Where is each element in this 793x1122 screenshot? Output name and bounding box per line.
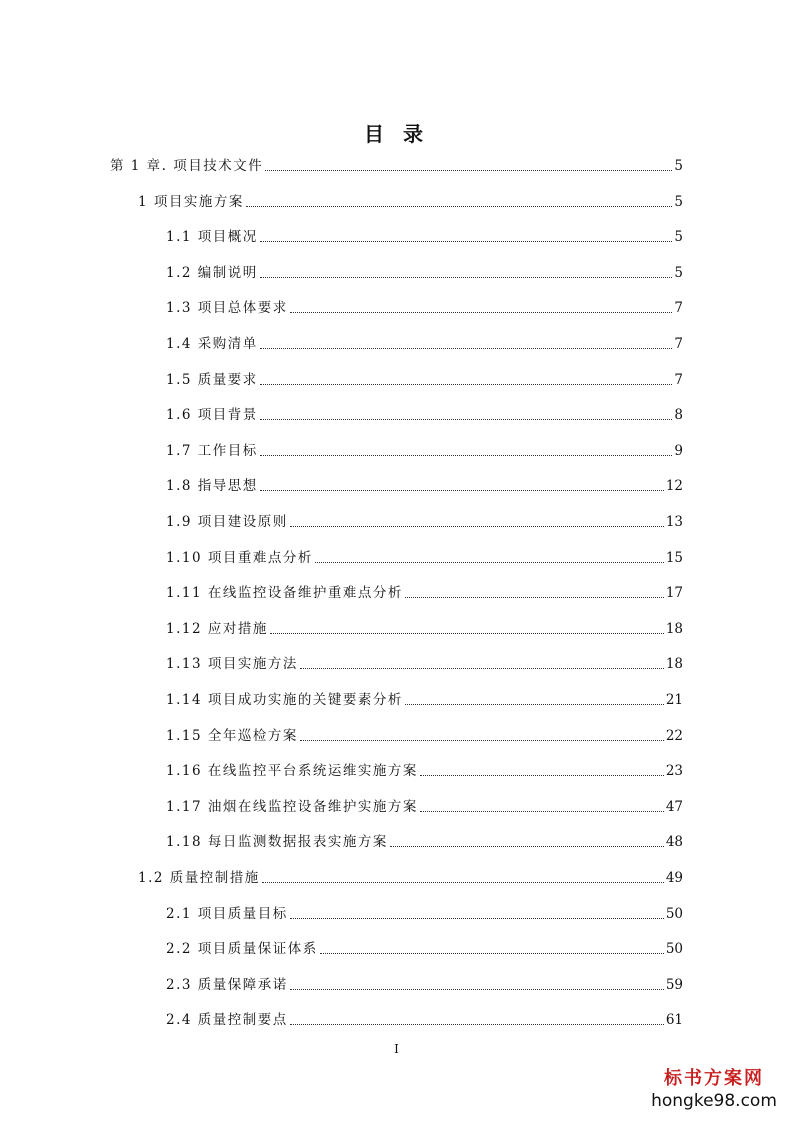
toc-entry-page: 59	[665, 976, 683, 993]
toc-entry-label: 第 1 章. 项目技术文件	[110, 158, 264, 174]
toc-entry-page: 13	[665, 514, 683, 530]
toc-entry-label: 1.15 全年巡检方案	[166, 727, 298, 744]
toc-entry-label: 1.5 质量要求	[166, 371, 258, 388]
toc-leader-dots	[260, 241, 673, 242]
toc-entry[interactable]	[166, 227, 683, 247]
toc-entry-label: 1.8 指导思想	[166, 478, 258, 495]
toc-leader-dots	[246, 206, 673, 207]
toc-entry-label: 2.1 项目质量目标	[166, 905, 288, 922]
toc-entry-label: 1.1 项目概况	[166, 229, 258, 246]
toc-entry-label: 1 项目实施方案	[138, 193, 244, 210]
toc-entry[interactable]	[166, 654, 683, 674]
toc-entry[interactable]	[166, 476, 683, 496]
toc-leader-dots	[290, 1024, 664, 1025]
toc-entry-page: 18	[665, 620, 683, 637]
toc-entry-label: 1.9 项目建设原则	[166, 514, 288, 530]
toc-entry[interactable]	[166, 939, 683, 959]
toc-entry[interactable]	[166, 334, 683, 354]
toc-leader-dots	[290, 918, 664, 919]
toc-leader-dots	[390, 846, 664, 847]
toc-entry-label: 2.2 项目质量保证体系	[166, 941, 318, 958]
toc-entry-page: 61	[665, 1012, 683, 1029]
toc-entry-page: 21	[665, 692, 683, 708]
toc-entry-page: 8	[674, 407, 683, 424]
toc-entry-label: 1.6 项目背景	[166, 407, 258, 424]
toc-entry-label: 1.12 应对措施	[166, 620, 268, 637]
toc-leader-dots	[320, 953, 664, 954]
toc-entry-page: 18	[665, 656, 683, 673]
toc-entry[interactable]	[166, 832, 683, 852]
toc-entry-page: 15	[665, 549, 683, 566]
toc-leader-dots	[420, 775, 664, 776]
toc-entry-label: 1.3 项目总体要求	[166, 300, 288, 317]
toc-entry-page: 5	[674, 229, 683, 246]
toc-leader-dots	[290, 312, 673, 313]
toc-entry-page: 23	[665, 763, 683, 780]
toc-entry-label: 1.2 编制说明	[166, 264, 258, 281]
toc-leader-dots	[405, 704, 664, 705]
toc-entry-label: 1.13 项目实施方法	[166, 656, 298, 673]
toc-entry[interactable]	[166, 263, 683, 283]
toc-entry-page: 50	[665, 905, 683, 922]
toc-entry-label: 2.3 质量保障承诺	[166, 976, 288, 993]
toc-leader-dots	[260, 419, 673, 420]
toc-entry-page: 17	[665, 585, 683, 602]
toc-entry[interactable]	[166, 619, 683, 639]
toc-entry-page: 48	[665, 834, 683, 851]
toc-entry[interactable]	[166, 690, 683, 710]
toc-leader-dots	[405, 597, 664, 598]
toc-entry[interactable]	[166, 975, 683, 995]
toc-entry[interactable]	[138, 192, 683, 212]
toc-entry[interactable]	[166, 405, 683, 425]
toc-leader-dots	[260, 348, 673, 349]
watermark-name: 标书方案网	[664, 1068, 764, 1089]
toc-entry-page: 5	[674, 158, 683, 174]
toc-entry-page: 7	[674, 300, 683, 317]
toc-entry[interactable]	[166, 797, 683, 817]
toc-entry-page: 22	[665, 727, 683, 744]
toc-entry-label: 1.10 项目重难点分析	[166, 549, 313, 566]
toc-entry-page: 5	[674, 193, 683, 210]
toc-leader-dots	[262, 882, 664, 883]
watermark-logo	[649, 1068, 779, 1112]
page-number: I	[394, 1042, 399, 1056]
toc-entry-label: 1.17 油烟在线监控设备维护实施方案	[166, 798, 418, 815]
toc-leader-dots	[420, 811, 664, 812]
toc-entry-label: 2.4 质量控制要点	[166, 1012, 288, 1029]
toc-entry[interactable]	[166, 298, 683, 318]
toc-leader-dots	[260, 277, 673, 278]
watermark-url: hongke98.com	[651, 1091, 777, 1111]
toc-leader-dots	[290, 526, 664, 527]
toc-entry-label: 1.16 在线监控平台系统运维实施方案	[166, 763, 418, 780]
toc-leader-dots	[270, 633, 664, 634]
toc-entry[interactable]	[138, 868, 683, 888]
toc-leader-dots	[260, 455, 673, 456]
toc-entry[interactable]	[166, 548, 683, 568]
toc-entry-page: 7	[674, 371, 683, 388]
toc-entry[interactable]	[166, 1010, 683, 1030]
toc-entry-page: 50	[665, 941, 683, 958]
toc-leader-dots	[260, 490, 664, 491]
toc-entry[interactable]	[110, 156, 683, 176]
toc-leader-dots	[260, 384, 673, 385]
toc-entry-page: 47	[665, 798, 683, 815]
toc-entry[interactable]	[166, 583, 683, 603]
toc-entry-page: 7	[674, 336, 683, 352]
toc-entry[interactable]	[166, 904, 683, 924]
toc-entry[interactable]	[166, 370, 683, 390]
toc-title: 目 录	[364, 122, 429, 146]
toc-entry[interactable]	[166, 441, 683, 461]
toc-leader-dots	[290, 989, 664, 990]
toc-entry-label: 1.14 项目成功实施的关键要素分析	[166, 692, 403, 708]
toc-entry-label: 1.4 采购清单	[166, 336, 258, 352]
toc-entry-label: 1.18 每日监测数据报表实施方案	[166, 834, 388, 851]
toc-entry-page: 12	[665, 478, 683, 495]
toc-leader-dots	[300, 668, 664, 669]
toc-entry-page: 5	[674, 264, 683, 281]
toc-entry[interactable]	[166, 761, 683, 781]
toc-entry-page: 9	[674, 442, 683, 459]
toc-entry-label: 1.7 工作目标	[166, 442, 258, 459]
toc-leader-dots	[265, 170, 672, 171]
toc-leader-dots	[315, 562, 664, 563]
toc-entry[interactable]	[166, 512, 683, 532]
toc-entry[interactable]	[166, 726, 683, 746]
toc-entry-label: 1.2 质量控制措施	[138, 870, 260, 886]
toc-leader-dots	[300, 740, 664, 741]
toc-entry-page: 49	[665, 870, 683, 886]
toc-entry-label: 1.11 在线监控设备维护重难点分析	[166, 585, 403, 602]
